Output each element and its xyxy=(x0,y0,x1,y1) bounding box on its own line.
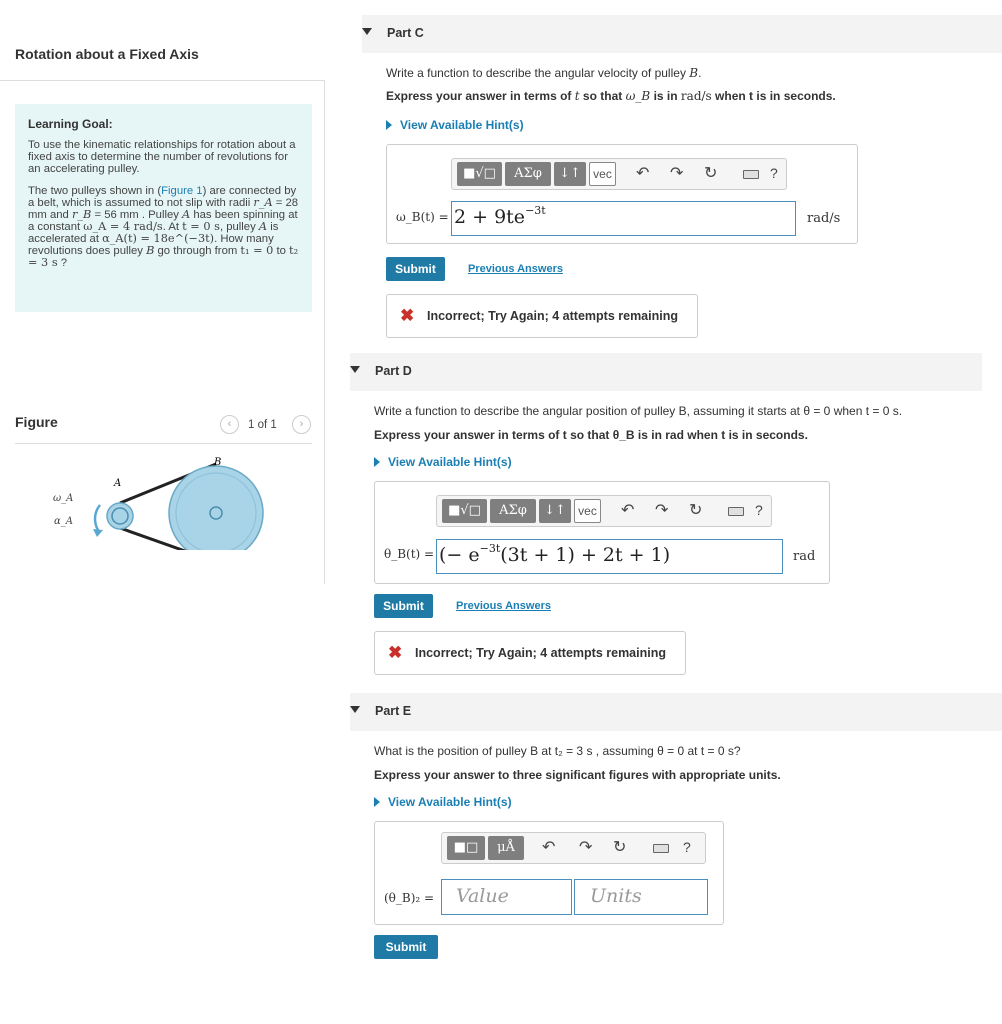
part-d-submit-button[interactable]: Submit xyxy=(374,594,433,618)
part-d-title: Part D xyxy=(375,364,412,378)
figure-prev-button[interactable] xyxy=(220,415,239,434)
caret-right-icon xyxy=(374,457,380,467)
error-x-icon: ✖ xyxy=(388,643,403,662)
label-b: B xyxy=(214,457,222,468)
problem-title: Rotation about a Fixed Axis xyxy=(15,46,199,62)
undo-icon[interactable]: ↶ xyxy=(636,165,650,182)
pulley-b-hub xyxy=(210,507,222,519)
figure-pager: 1 of 1 xyxy=(248,419,277,431)
units-button[interactable]: μÅ xyxy=(488,836,524,860)
keyboard-icon[interactable] xyxy=(653,844,669,853)
math-toolbar xyxy=(451,158,787,190)
reset-icon[interactable]: ↻ xyxy=(689,502,703,519)
collapse-arrow-icon xyxy=(350,366,360,373)
keyboard-icon[interactable] xyxy=(728,507,744,516)
keyboard-icon[interactable] xyxy=(743,170,759,179)
divider xyxy=(15,443,312,444)
label-alpha: α_A xyxy=(54,516,73,527)
help-icon[interactable]: ? xyxy=(755,502,763,518)
part-e-answer-box xyxy=(374,821,724,925)
learning-goal-box xyxy=(15,104,312,312)
units-toolbar xyxy=(441,832,706,864)
part-d-prompt: Write a function to describe the angular position of pulley B, assuming it starts at θ = 0 when t = 0 s. xyxy=(374,404,903,418)
part-c-prompt: Write a function to describe the angular velocity of pulley B. xyxy=(386,66,702,80)
reset-icon[interactable]: ↻ xyxy=(704,165,718,182)
part-c-hint-toggle[interactable]: View Available Hint(s) xyxy=(386,118,524,132)
part-e-header[interactable] xyxy=(350,693,1002,731)
part-c-title: Part C xyxy=(387,26,424,40)
caret-right-icon xyxy=(386,120,392,130)
part-d-answer-box xyxy=(374,481,830,584)
part-c-submit-button[interactable]: Submit xyxy=(386,257,445,281)
templates-button[interactable] xyxy=(442,499,487,523)
arrowhead-icon xyxy=(93,529,103,537)
help-icon[interactable]: ? xyxy=(770,165,778,181)
learning-goal-label: Learning Goal: xyxy=(28,117,113,131)
chevron-right-icon: › xyxy=(299,418,304,430)
part-e-prompt: What is the position of pulley B at t₂ = 3 s , assuming θ = 0 at t = 0 s? xyxy=(374,744,741,758)
part-e-title: Part E xyxy=(375,704,412,718)
reset-icon[interactable]: ↻ xyxy=(613,839,627,856)
caret-right-icon xyxy=(374,797,380,807)
part-e-instructions: Express your answer to three significant figures with appropriate units. xyxy=(374,768,781,782)
templates-icon: ■√□ xyxy=(448,503,481,518)
templates-icon: ■√□ xyxy=(463,166,496,181)
templates-button[interactable] xyxy=(447,836,485,860)
rotation-arrow xyxy=(95,505,100,530)
part-e-units-input[interactable]: Units xyxy=(574,879,708,915)
chevron-left-icon: ‹ xyxy=(227,418,232,430)
part-d-previous-answers-link[interactable]: Previous Answers xyxy=(456,600,551,612)
part-d-feedback: ✖ Incorrect; Try Again; 4 attempts remaining xyxy=(374,631,686,675)
part-e-hint-toggle[interactable]: View Available Hint(s) xyxy=(374,795,512,809)
redo-icon[interactable]: ↷ xyxy=(655,502,669,519)
greek-button[interactable]: ΑΣφ xyxy=(505,162,551,186)
divider xyxy=(0,80,325,81)
part-d-eq-label: θ_B(t) = xyxy=(384,547,435,561)
figure-next-button[interactable] xyxy=(292,415,311,434)
help-icon[interactable]: ? xyxy=(683,839,691,855)
figure-label: Figure xyxy=(15,414,58,430)
panel-divider xyxy=(324,80,325,584)
part-c-previous-answers-link[interactable]: Previous Answers xyxy=(468,263,563,275)
templates-button[interactable] xyxy=(457,162,502,186)
label-omega: ω_A xyxy=(53,493,74,504)
part-c-unit: rad/s xyxy=(807,211,841,226)
problem-description: The two pulleys shown in (Figure 1) are connected by a belt, which is assumed to not slip with radii r_A = 28 mm and r_B = 56 mm . Pulley A has been spinning at a constant ω_A = 4 rad/s. At t = 0 s, pulley A is accelerated at α_A(t) = 18e^(−3t). How many revolutions does pulley B go through from t₁ = 0 to t₂ = 3 s ? xyxy=(28,185,299,269)
collapse-arrow-icon xyxy=(362,28,372,35)
vec-button[interactable]: vec xyxy=(574,499,601,523)
pulley-figure xyxy=(40,450,280,550)
arrows-button[interactable]: ↓↑ xyxy=(554,162,586,186)
math-toolbar xyxy=(436,495,772,527)
part-d-answer-input[interactable]: (− $e^{-3t}(3t + 1) + 2t + 1$) xyxy=(436,539,783,574)
part-c-instructions: Express your answer in terms of t so that ω_B is in rad/s when t is in seconds. xyxy=(386,89,836,103)
part-c-eq-label: ω_B(t) = xyxy=(396,210,449,224)
part-e-value-input[interactable]: Value xyxy=(441,879,572,915)
label-a: A xyxy=(114,478,122,489)
greek-button[interactable]: ΑΣφ xyxy=(490,499,536,523)
undo-icon[interactable]: ↶ xyxy=(621,502,635,519)
arrows-button[interactable]: ↓↑ xyxy=(539,499,571,523)
learning-goal-text: To use the kinematic relationships for rotation about a fixed axis to determine the number of revolutions for an accelerating pulley. xyxy=(28,139,296,175)
part-d-unit: rad xyxy=(793,549,816,564)
part-d-header[interactable] xyxy=(350,353,982,391)
redo-icon[interactable]: ↷ xyxy=(670,165,684,182)
figure-link[interactable]: Figure 1 xyxy=(161,185,203,197)
part-d-instructions: Express your answer in terms of t so that θ_B is in rad when t is in seconds. xyxy=(374,428,808,442)
part-e-submit-button[interactable]: Submit xyxy=(374,935,438,959)
part-e-eq-label: (θ_B)₂ = xyxy=(384,891,435,905)
part-d-hint-toggle[interactable]: View Available Hint(s) xyxy=(374,455,512,469)
redo-icon[interactable]: ↷ xyxy=(579,839,593,856)
templates-icon: ■□ xyxy=(453,840,479,855)
part-c-feedback: ✖ Incorrect; Try Again; 4 attempts remaining xyxy=(386,294,698,338)
pulley-a-hub xyxy=(112,508,128,524)
part-c-header[interactable] xyxy=(362,15,1002,53)
part-c-answer-box xyxy=(386,144,858,244)
undo-icon[interactable]: ↶ xyxy=(542,839,556,856)
part-c-answer-input[interactable]: $2 + 9te^{-3t}$ xyxy=(451,201,796,236)
vec-button[interactable]: vec xyxy=(589,162,616,186)
error-x-icon: ✖ xyxy=(400,306,415,325)
collapse-arrow-icon xyxy=(350,706,360,713)
